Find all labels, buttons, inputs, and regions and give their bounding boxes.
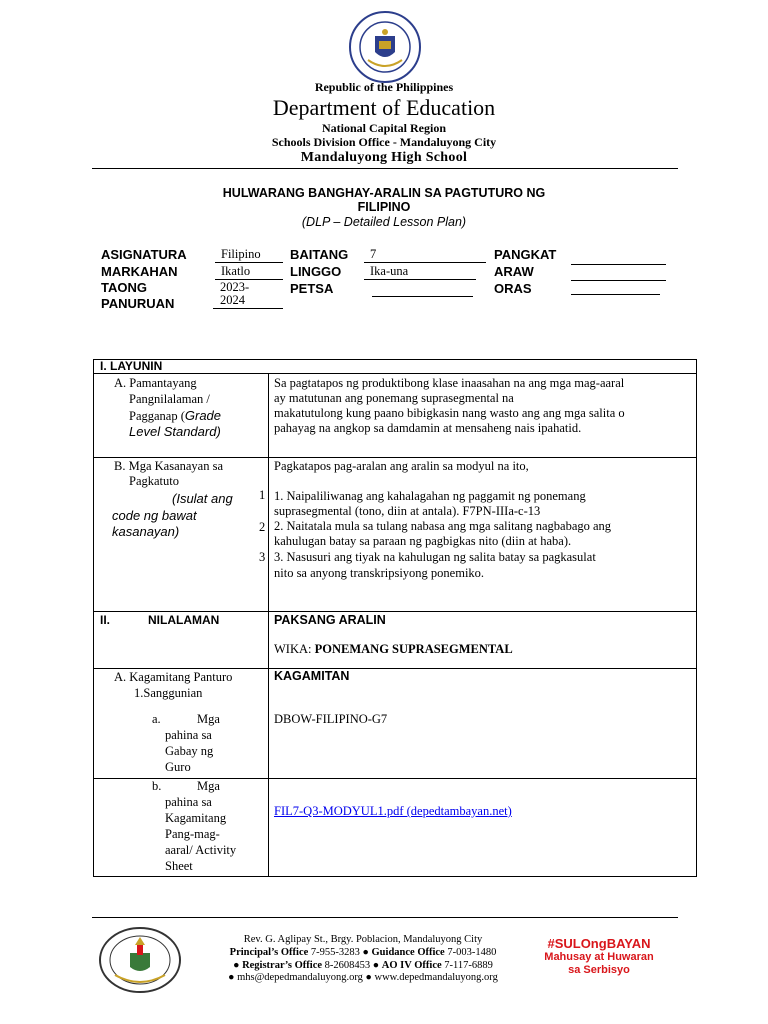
petsa-value <box>372 281 473 297</box>
pamantayang-text-3: makatutulong kung paano bibigkasin nang wasto ang ang mga salita o <box>274 406 625 420</box>
markahan-value: Ikatlo <box>215 264 283 280</box>
sub-item-a-line-1: Mga <box>197 712 220 726</box>
school-year-end: 2024 <box>213 293 283 309</box>
sanggunian-label: 1.Sanggunian <box>134 686 203 700</box>
pamantayang-label-1: A. Pamantayang <box>114 376 197 390</box>
oras-label: ORAS <box>494 281 532 296</box>
department-name: Department of Education <box>272 95 496 120</box>
petsa-label: PETSA <box>290 281 334 296</box>
pamantayang-text-2: ay matutunan ang ponemang suprasegmental na <box>274 391 514 405</box>
sub-item-b-line-5: aaral/ Activity <box>165 843 237 857</box>
baitang-value: 7 <box>364 247 486 263</box>
row-divider <box>94 611 696 612</box>
division-name: Schools Division Office - Mandaluyong City <box>271 135 497 149</box>
sub-item-a-line-2: pahina sa <box>165 728 212 742</box>
school-year-start: 2023- <box>220 280 250 294</box>
pangkat-label: PANGKAT <box>494 247 557 262</box>
section-nilalaman: NILALAMAN <box>148 613 220 627</box>
objective-1-line-2: suprasegmental (tono, diin at antala). F7PN-IIIa-c-13 <box>274 504 541 518</box>
footer-address: Rev. G. Aglipay St., Brgy. Poblacion, Mandaluyong City <box>243 934 483 945</box>
paksang-aralin-heading: PAKSANG ARALIN <box>274 613 386 627</box>
pamantayang-label-2: Pangnilalaman / <box>129 392 210 406</box>
tagline <box>530 951 668 977</box>
sub-item-a-letter: a. <box>152 712 161 726</box>
footer-divider <box>92 917 678 918</box>
pangkat-value <box>571 249 666 265</box>
title-line-2: FILIPINO <box>357 200 411 214</box>
kagamitang-label: A. Kagamitang Panturo <box>114 670 233 684</box>
row-divider <box>94 457 696 458</box>
objective-3-line-1: 3. Nasusuri ang tiyak na kahulugan ng salita batay sa pagkasulat <box>274 550 596 564</box>
section-nilalaman-number: II. <box>100 613 111 627</box>
kasanayan-label-2: Pagkatuto <box>129 474 179 488</box>
row-divider <box>94 668 696 669</box>
objective-3-line-2: nito sa anyong transkripsiyong ponemiko. <box>274 566 485 580</box>
pamantayang-text-1: Sa pagtatapos ng produktibong klase inaasahan na ang mga mag-aaral <box>274 376 625 390</box>
hashtag-slogan: #SULOngBAYAN <box>547 936 651 951</box>
school-seal <box>95 925 185 995</box>
objective-1-line-1: 1. Naipaliliwanag ang kahalagahan ng paggamit ng ponemang <box>274 489 586 503</box>
taong-label: TAONG <box>101 280 147 295</box>
objective-number-3: 3 <box>259 550 266 564</box>
pamantayang-label-4: Level Standard) <box>129 424 221 439</box>
sub-item-a-line-4: Guro <box>165 760 191 774</box>
section-layunin: I. LAYUNIN <box>100 359 163 373</box>
module-link[interactable]: FIL7-Q3-MODYUL1.pdf (depedtambayan.net) <box>274 804 512 818</box>
row-divider <box>94 778 696 779</box>
sub-item-b-line-2: pahina sa <box>165 795 212 809</box>
sub-item-b-line-4: Pang-mag- <box>165 827 220 841</box>
markahan-label: MARKAHAN <box>101 264 178 279</box>
pamantayang-text-4: pahayag na angkop sa damdamin at mensaheng nais ipahatid. <box>274 421 582 435</box>
objective-2-line-2: kahulugan batay sa paraan ng pagbigkas nito (diin at haba). <box>274 534 572 548</box>
kasanayan-label-5: kasanayan) <box>112 524 180 539</box>
deped-seal <box>348 10 422 84</box>
objective-number-1: 1 <box>259 488 266 502</box>
title-line-3: (DLP – Detailed Lesson Plan) <box>301 215 467 229</box>
asignatura-value: Filipino <box>215 247 283 263</box>
kagamitan-heading: KAGAMITAN <box>274 669 350 683</box>
dbow-reference: DBOW-FILIPINO-G7 <box>274 712 388 726</box>
sub-item-a-line-3: Gabay ng <box>165 744 214 758</box>
footer-phones-1: Principal’s Office 7-955-3283 ● Guidance Office 7-003-1480 <box>229 947 497 958</box>
sub-item-b-letter: b. <box>152 779 162 793</box>
oras-value <box>571 279 660 295</box>
objective-number-2: 2 <box>259 520 266 534</box>
republic-line: Republic of the Philippines <box>314 80 454 94</box>
row-divider <box>94 373 696 374</box>
header-divider <box>92 168 678 169</box>
school-name: Mandaluyong High School <box>300 150 468 165</box>
kasanayan-intro: Pagkatapos pag-aralan ang aralin sa modyul na ito, <box>274 459 529 473</box>
linggo-label: LINGGO <box>290 264 342 279</box>
linggo-value: Ika-una <box>364 264 476 280</box>
title-line-1: HULWARANG BANGHAY-ARALIN SA PAGTUTURO NG <box>222 186 546 200</box>
column-divider <box>268 373 269 876</box>
baitang-label: BAITANG <box>290 247 349 262</box>
kasanayan-label-4: code ng bawat <box>112 508 197 523</box>
panuruan-label: PANURUAN <box>101 296 175 311</box>
sub-item-b-line-1: Mga <box>197 779 220 793</box>
sub-item-b-line-6: Sheet <box>165 859 193 873</box>
araw-label: ARAW <box>494 264 534 279</box>
tagline-line-1: Mahusay at Huwaran <box>544 951 654 963</box>
objective-2-line-1: 2. Naitatala mula sa tulang nabasa ang mga salitang nagbabago ang <box>274 519 612 533</box>
lesson-plan-table <box>93 359 697 877</box>
footer-contact: ● mhs@depedmandaluyong.org ● www.depedmandaluyong.org <box>228 972 498 983</box>
region-name: National Capital Region <box>321 121 446 135</box>
tagline-line-2: sa Serbisyo <box>568 964 630 976</box>
kasanayan-label-3: (Isulat ang <box>172 491 233 506</box>
pamantayang-label-3: Pagganap (Grade <box>129 408 222 423</box>
wika-line: WIKA: PONEMANG SUPRASEGMENTAL <box>274 642 513 656</box>
asignatura-label: ASIGNATURA <box>101 247 187 262</box>
footer-phones-2: ● Registrar’s Office 8-2608453 ● AO IV Office 7-117-6889 <box>233 960 493 971</box>
sub-item-b-line-3: Kagamitang <box>165 811 227 825</box>
kasanayan-label-1: B. Mga Kasanayan sa <box>114 459 223 473</box>
